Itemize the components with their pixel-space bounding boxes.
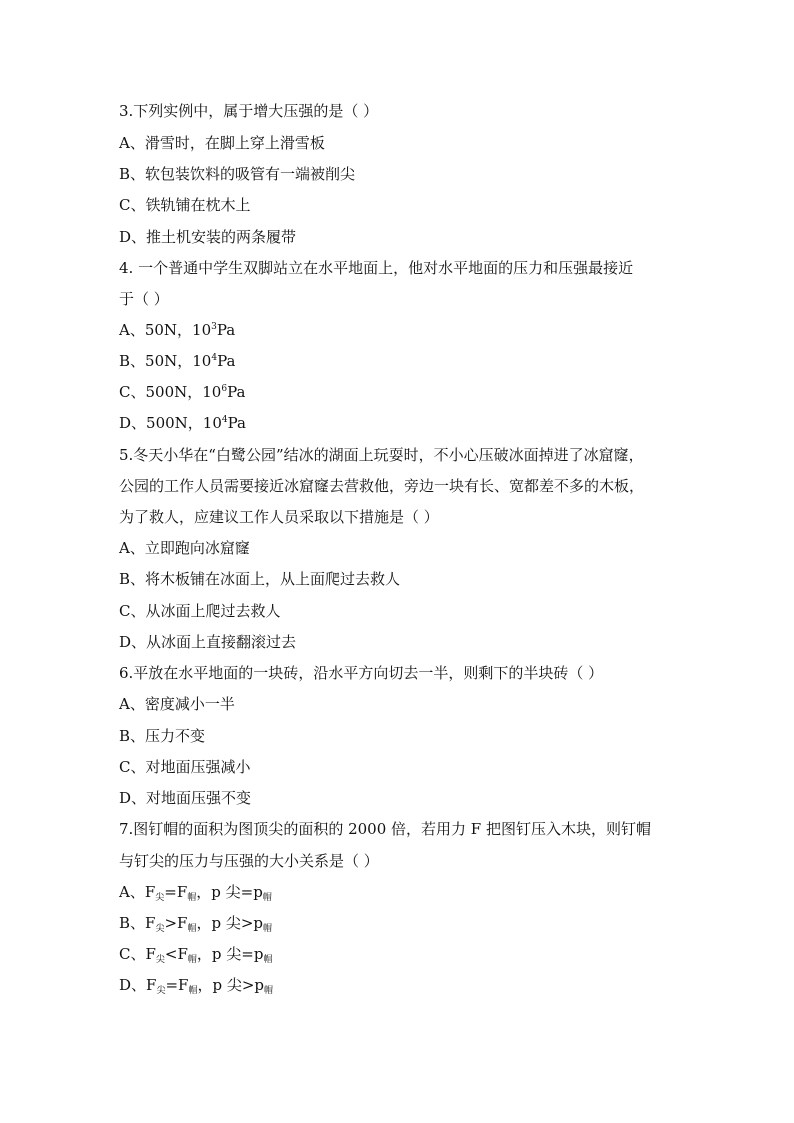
question-5-stem-line-1: 5.冬天小华在“白鹭公园”结冰的湖面上玩耍时，不小心压破冰面掉进了冰窟窿，: [119, 446, 644, 464]
question-6-option-c: C、对地面压强减小: [119, 758, 251, 776]
question-7-option-c: C、$F_尖<F_帽$，p 尖$=p_帽$: [119, 945, 273, 965]
question-3-option-d: D、推土机安装的两条履带: [119, 228, 297, 246]
question-7-option-d: D、$F_尖=F_帽$，p 尖$>p_帽$: [119, 976, 274, 996]
question-7-stem-line-2: 与钉尖的压力与压强的大小关系是（ ）: [119, 852, 379, 870]
question-6-option-a: A、密度减小一半: [119, 695, 235, 713]
question-4-option-a: A、50N，$10^3Pa$: [119, 321, 236, 339]
question-4-option-d: D、500N，$10^4Pa$: [119, 414, 246, 432]
question-3-stem: 3.下列实例中，属于增大压强的是（ ）: [119, 102, 379, 120]
question-4-stem-line-2: 于（ ）: [119, 290, 169, 308]
question-5-option-a: A、立即跑向冰窟窿: [119, 539, 250, 557]
question-6-option-d: D、对地面压强不变: [119, 789, 252, 807]
question-4-stem-line-1: 4. 一个普通中学生双脚站立在水平地面上，他对水平地面的压力和压强最接近: [119, 259, 634, 277]
question-7-option-b: B、$F_尖>F_帽$，p 尖$>p_帽$: [119, 914, 273, 934]
question-5-stem-line-2: 公园的工作人员需要接近冰窟窿去营救他，旁边一块有长、宽都差不多的木板，: [119, 477, 645, 495]
question-4-option-c: C、500N，$10^6Pa$: [119, 383, 246, 401]
question-5-option-c: C、从冰面上爬过去救人: [119, 602, 281, 620]
question-7-stem-line-1: 7.图钉帽的面积为图顶尖的面积的 2000 倍，若用力 F 把图钉压入木块，则钉帽: [119, 820, 651, 838]
question-7-option-a: A、$F_尖=F_帽$，p 尖$=p_帽$: [119, 883, 272, 903]
question-3-option-a: A、滑雪时，在脚上穿上滑雪板: [119, 134, 325, 152]
question-5-option-b: B、将木板铺在冰面上，从上面爬过去救人: [119, 570, 401, 588]
question-5-stem-line-3: 为了救人，应建议工作人员采取以下措施是（ ）: [119, 508, 439, 526]
question-6-stem: 6.平放在水平地面的一块砖，沿水平方向切去一半，则剩下的半块砖（ ）: [119, 664, 604, 682]
question-4-option-b: B、50N，$10^4Pa$: [119, 352, 236, 370]
question-6-option-b: B、压力不变: [119, 727, 206, 745]
question-3-option-c: C、铁轨铺在枕木上: [119, 196, 251, 214]
question-5-option-d: D、从冰面上直接翻滚过去: [119, 633, 297, 651]
question-3-option-b: B、软包装饮料的吸管有一端被削尖: [119, 165, 356, 183]
